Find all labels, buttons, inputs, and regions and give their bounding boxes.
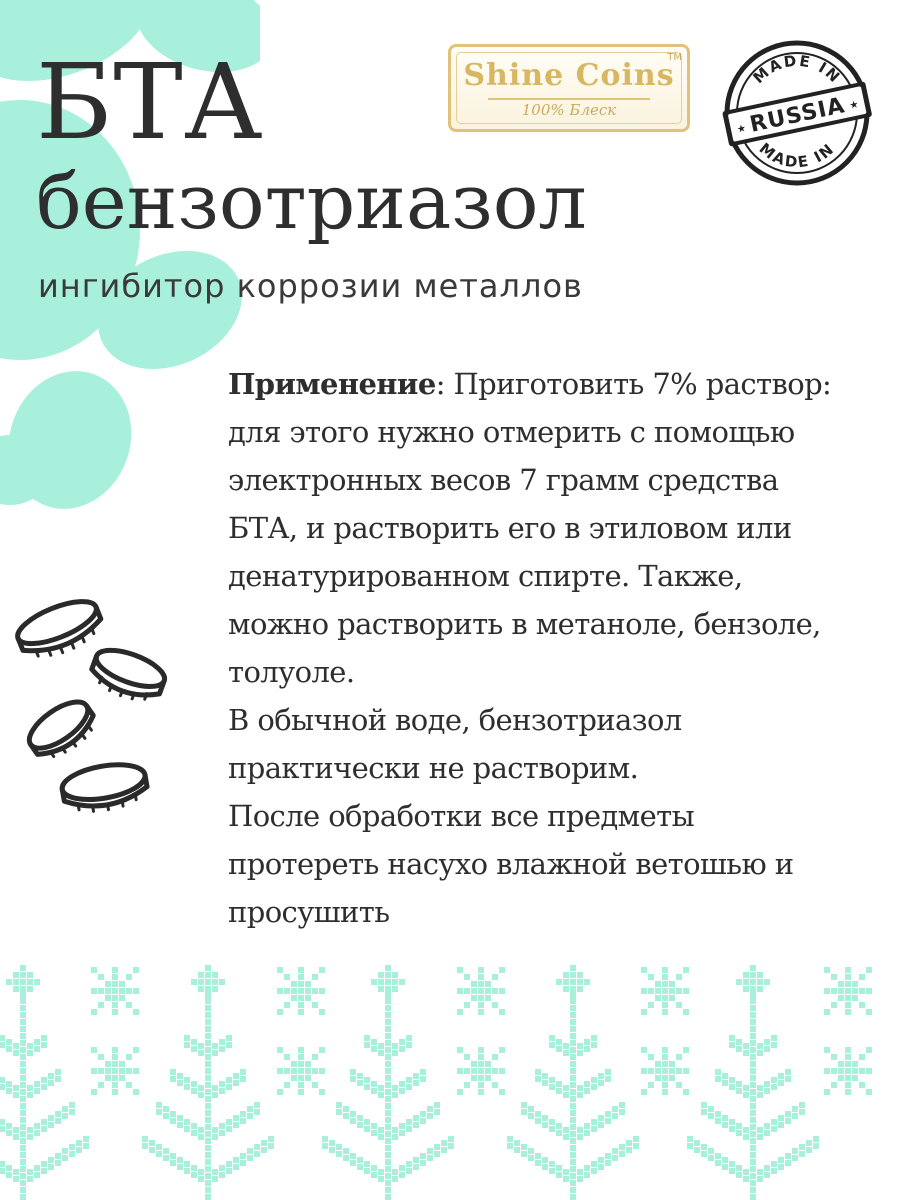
stamp-country: RUSSIA [747,93,848,138]
usage-line: После обработки все предметы [228,799,695,833]
made-in-russia-stamp [722,38,872,188]
star-icon: ★ [848,99,860,112]
usage-line: В обычной воде, бензотриазол [228,703,682,737]
usage-line: БТА, и растворить его в этиловом или [228,511,792,545]
usage-line: толуоле. [228,655,355,689]
coins-icon [10,590,180,830]
usage-intro: : Приготовить 7% раствор: [435,367,832,401]
subtitle: ингибитор коррозии металлов [38,267,583,305]
usage-heading: Применение [228,367,436,401]
stamp-top-text: MADE IN [749,51,845,88]
star-icon: ★ [736,123,748,136]
usage-line: электронных весов 7 грамм средства [228,463,779,497]
brand-tagline: 100% Блеск [521,101,617,119]
usage-line: практически не растворим. [228,751,639,785]
title-full-name: бензотриазол [36,157,587,246]
stamp-bottom-text: MADE IN [755,139,839,172]
usage-line: можно растворить в метаноле, бензоле, [228,607,821,641]
usage-line: просушить [228,895,390,929]
trademark-mark: TM [667,52,682,63]
folk-ornament [0,958,900,1200]
usage-line: для этого нужно отмерить с помощью [228,415,795,449]
usage-line: протереть насухо влажной ветошью и [228,847,794,881]
usage-line [228,360,888,408]
usage-line: денатурированном спирте. Также, [228,559,743,593]
usage-instructions [228,360,888,936]
brand-name: Shine Coins [463,58,675,93]
title-abbreviation: БТА [36,41,264,163]
brand-logo [448,44,690,132]
